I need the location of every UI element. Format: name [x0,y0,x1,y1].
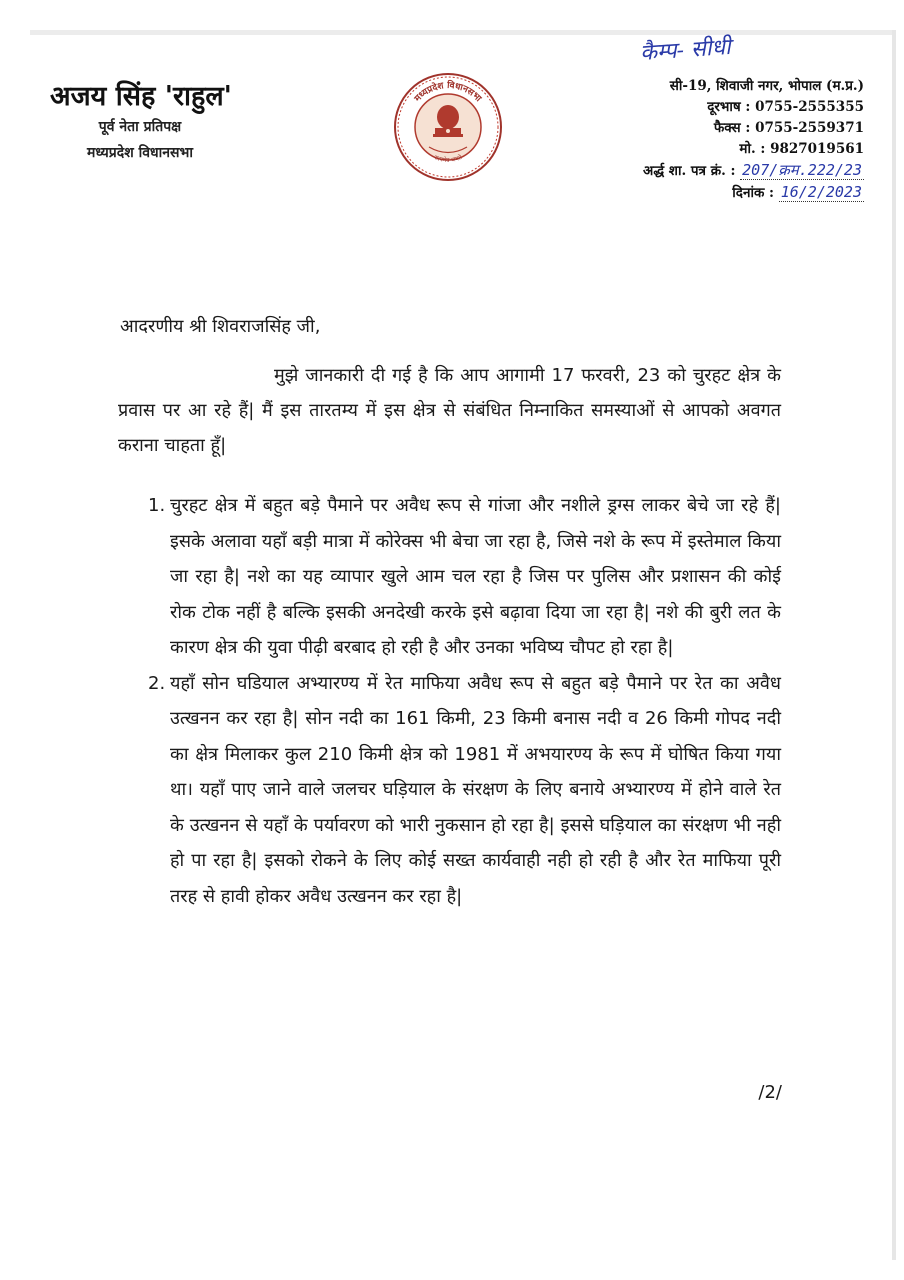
page-continuation: /2/ [758,1082,782,1103]
letterhead-sender [50,80,260,166]
date-line [643,182,864,204]
emblem-motto: सत्यमेव जयते [432,154,464,165]
sender-title-line1: पूर्व नेता प्रतिपक्ष [98,119,182,135]
sender-title-line2: मध्यप्रदेश विधानसभा [87,145,193,161]
fax-label: फैक्स : [713,120,751,136]
emblem-top-text: मध्यप्रदेश विधानसभा [412,80,483,105]
assembly-emblem [393,72,503,182]
address: सी-19, शिवाजी नगर, भोपाल (म.प्र.) [669,78,864,94]
fax-line [643,118,864,139]
list-item-number: 2. [148,672,166,694]
mobile-label: मो. : [739,141,766,157]
sender-name: अजय सिंह 'राहुल' [50,81,232,112]
handwritten-camp-note: कैम्प- सीधी [639,34,732,67]
letter-date: 16/2/2023 [780,183,862,201]
date-label: दिनांक : [732,185,775,201]
letterhead-contact [643,76,864,204]
list-item-number: 1. [148,495,166,516]
mobile-number: 9827019561 [770,141,864,157]
phone-label: दूरभाष : [707,99,751,115]
page-edge-right [892,30,896,1260]
salutation: आदरणीय श्री शिवराजसिंह जी, [120,316,321,337]
reference-number: 207/क्रम.222/23 [742,161,862,179]
reference-line [643,160,864,182]
phone-line [643,97,864,118]
issue-list [118,488,781,914]
fax-number: 0755-2559371 [755,120,864,136]
reference-label: अर्द्ध शा. पत्र क्रं. : [643,163,736,179]
list-item [118,666,781,915]
page-edge-top [30,30,892,35]
list-item-text: चुरहट क्षेत्र में बहुत बड़े पैमाने पर अवैध रूप से गांजा और नशीले ड्रग्स लाकर बेचे जा रहे हैं| इसके अलावा यहाँ बड़ी मात्रा में कोरेक्स भी बेचा जा रहा है, जिसे नशे के रूप में इस्तेमाल किया जा रहा है| नशे का यह व्यापार खुले आम चल रहा है जिस पर पुलिस और प्रशासन की कोई रोक टोक नहीं है बल्कि इसकी अनदेखी करके इसे बढ़ावा दिया जा रहा है| नशे की बुरी लत के कारण क्षेत्र की युवा पीढ़ी बरबाद हो रही है और उनका भविष्य चौपट हो रहा है| [170,495,781,658]
list-item-text: यहाँ सोन घडियाल अभ्यारण्य में रेत माफिया अवैध रूप से बहुत बड़े पैमाने पर रेत का अवैध उत्खनन कर रहा है| सोन नदी का 161 किमी, 23 किमी बनास नदी व 26 किमी गोपद नदी का क्षेत्र मिलाकर कुल 210 किमी क्षेत्र को 1981 में अभयारण्य के रूप में घोषित किया गया था। यहाँ पाए जाने वाले जलचर घड़ियाल के संरक्षण के लिए बनाये अभ्यारण्य में होने वाले रेत के उत्खनन से यहाँ के पर्यावरण को भारी नुकसान हो रहा है| इससे घड़ियाल का संरक्षण भी नही हो पा रहा है| इसको रोकने के लिए कोई सख्त कार्यवाही नही हो रही है और रेत माफिया पूरी तरह से हावी होकर अवैध उत्खनन कर रहा है| [170,672,781,907]
list-item [118,488,781,666]
mobile-line [643,139,864,160]
intro-paragraph: मुझे जानकारी दी गई है कि आप आगामी 17 फरवरी, 23 को चुरहट क्षेत्र के प्रवास पर आ रहे हैं| मैं इस तारतम्य में इस क्षेत्र से संबंधित निम्नाकित समस्याओं से आपको अवगत कराना चाहता हूँ| [118,365,781,456]
phone-number: 0755-2555355 [755,99,864,115]
